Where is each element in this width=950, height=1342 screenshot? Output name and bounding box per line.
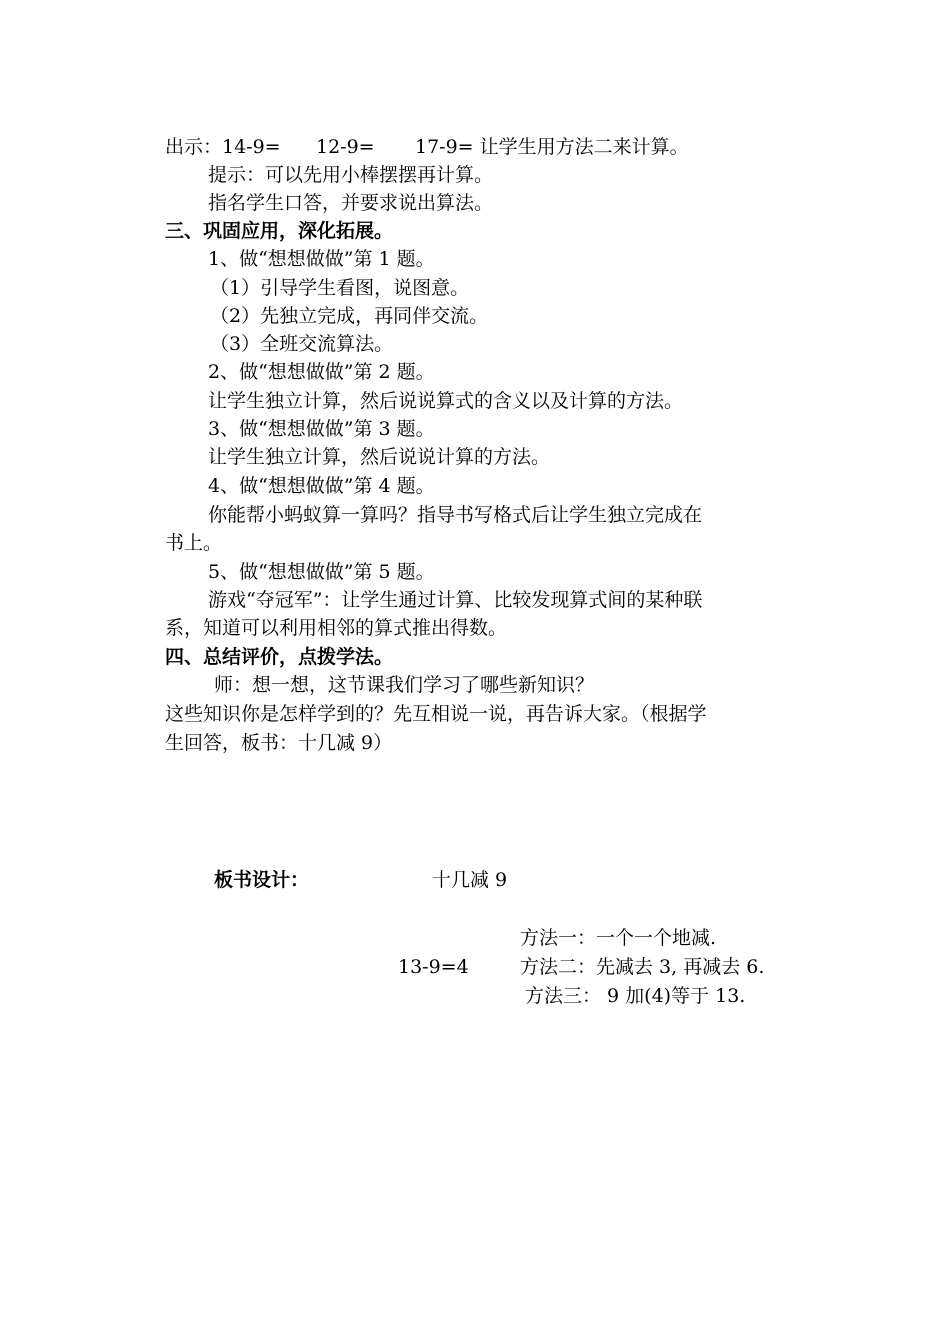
- summary-line-2: 生回答，板书：十几减 9）: [165, 732, 393, 754]
- section-3-heading: 三、巩固应用，深化拓展。: [165, 220, 394, 242]
- board-equation: 13-9=4: [398, 956, 469, 978]
- item-5-desc-line-1: 游戏“夺冠军”：让学生通过计算、比较发现算式间的某种联: [208, 589, 703, 611]
- item-1: 1、做“想想做做”第 1 题。: [208, 248, 435, 270]
- item-2-desc: 让学生独立计算，然后说说算式的含义以及计算的方法。: [208, 390, 684, 412]
- item-5-desc-line-2: 系，知道可以利用相邻的算式推出得数。: [165, 617, 508, 639]
- show-equation-2: 12-9=: [316, 136, 375, 158]
- teacher-line: 师：想一想，这节课我们学习了哪些新知识？: [214, 674, 595, 696]
- item-4-desc-line-2: 书上。: [165, 532, 223, 554]
- hint-line: 提示：可以先用小棒摆摆再计算。: [208, 164, 494, 186]
- show-equation-1: 出示：14-9=: [165, 136, 281, 158]
- item-3-desc: 让学生独立计算，然后说说计算的方法。: [208, 446, 551, 468]
- item-5: 5、做“想想做做”第 5 题。: [208, 561, 435, 583]
- board-method-2: 方法二：先减去 3, 再减去 6.: [520, 956, 765, 978]
- show-equation-3: 17-9= 让学生用方法二来计算。: [415, 136, 689, 158]
- item-1-sub-b: （2）先独立完成，再同伴交流。: [210, 305, 489, 327]
- board-design-label: 板书设计：: [214, 869, 310, 891]
- board-method-3: 方法三： 9 加(4)等于 13.: [525, 985, 746, 1007]
- item-4-desc-line-1: 你能帮小蚂蚁算一算吗？指导书写格式后让学生独立完成在: [208, 504, 703, 526]
- ask-line: 指名学生口答，并要求说出算法。: [208, 192, 494, 214]
- board-method-1: 方法一：一个一个地减.: [520, 927, 717, 949]
- item-3: 3、做“想想做做”第 3 题。: [208, 418, 435, 440]
- board-title: 十几减 9: [432, 869, 508, 891]
- item-4: 4、做“想想做做”第 4 题。: [208, 475, 435, 497]
- item-1-sub-c: （3）全班交流算法。: [210, 333, 394, 355]
- item-2: 2、做“想想做做”第 2 题。: [208, 361, 435, 383]
- section-4-heading: 四、总结评价，点拨学法。: [165, 646, 394, 668]
- item-1-sub-a: （1）引导学生看图，说图意。: [210, 277, 470, 299]
- summary-line-1: 这些知识你是怎样学到的？先互相说一说，再告诉大家。（根据学: [165, 703, 707, 725]
